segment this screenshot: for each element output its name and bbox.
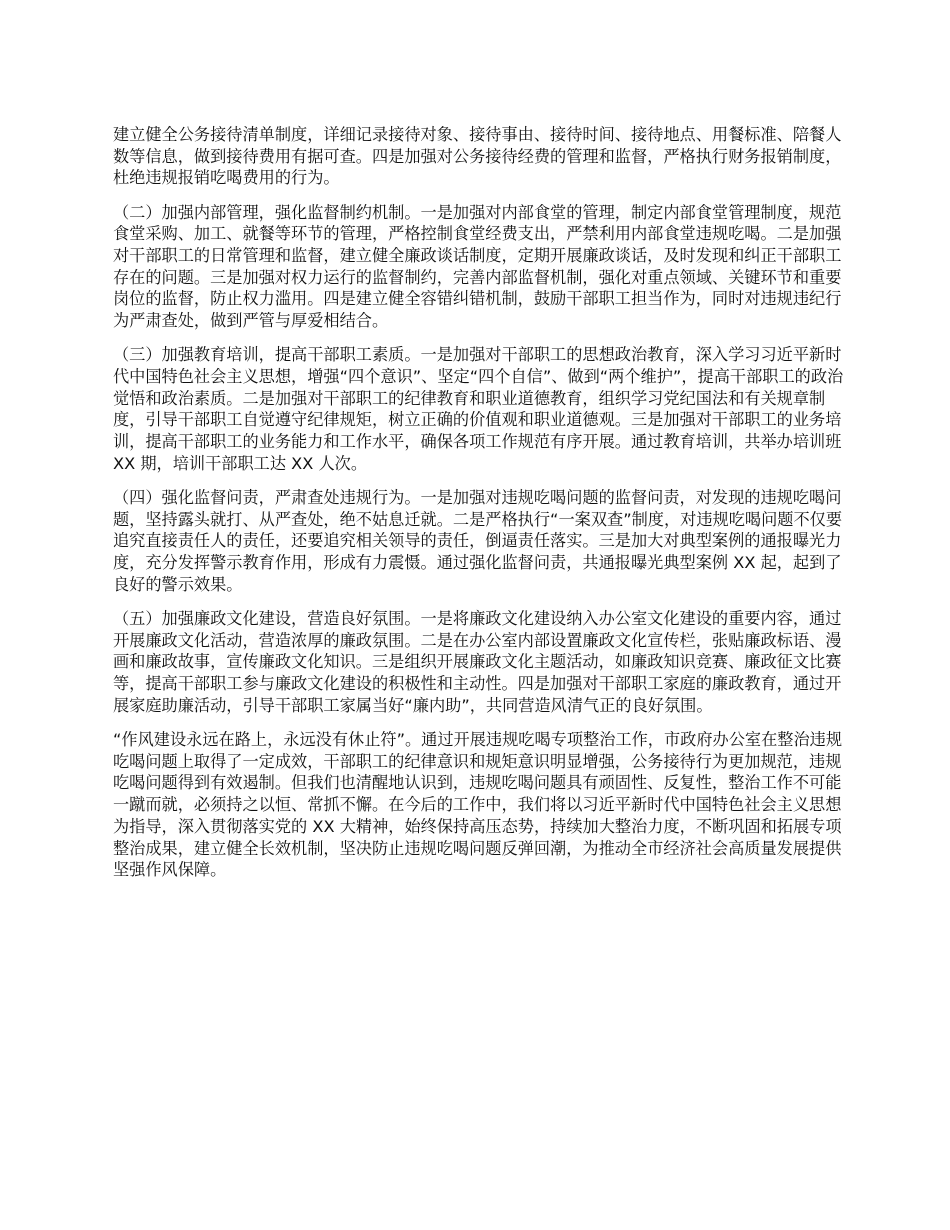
paragraph-integrity-culture: （五）加强廉政文化建设，营造良好氛围。一是将廉政文化建设纳入办公室文化建设的重要内容，通过开展廉政文化活动，营造浓厚的廉政氛围。二是在办公室内部设置廉政文化宣传栏，张贴廉政标语、漫画和廉政故事，宣传廉政文化知识。三是组织开展廉政文化主题活动，如廉政知识竞赛、廉政征文比赛等，提高干部职工参与廉政文化建设的积极性和主动性。四是加强对干部职工家庭的廉政教育，通过开展家庭助廉活动，引导干部职工家属当好“廉内助”，共同营造风清气正的良好氛围。 <box>113 609 842 715</box>
paragraph-education-training: （三）加强教育培训，提高干部职工素质。一是加强对干部职工的思想政治教育，深入学习习近平新时代中国特色社会主义思想，增强“四个意识”、坚定“四个自信”、做到“两个维护”，提高干部职工的政治觉悟和政治素质。二是加强对干部职工的纪律教育和职业道德教育，组织学习党纪国法和有关规章制度，引导干部职工自觉遵守纪律规矩，树立正确的价值观和职业道德观。三是加强对干部职工的业务培训，提高干部职工的业务能力和工作水平，确保各项工作规范有序开展。通过教育培训，共举办培训班 XX 期，培训干部职工达 XX 人次。 <box>113 345 844 473</box>
paragraph-internal-management: （二）加强内部管理，强化监督制约机制。一是加强对内部食堂的管理，制定内部食堂管理制度，规范食堂采购、加工、就餐等环节的管理，严格控制食堂经费支出，严禁利用内部食堂违规吃喝。二是加强对干部职工的日常管理和监督，建立健全廉政谈话制度，定期开展廉政谈话，及时发现和纠正干部职工存在的问题。三是加强对权力运行的监督制约，完善内部监督机制，强化对重点领域、关键环节和重要岗位的监督，防止权力滥用。四是建立健全容错纠错机制，鼓励干部职工担当作为，同时对违规违纪行为严肃查处，做到严管与厚爱相结合。 <box>113 202 842 331</box>
paragraph-supervision-accountability: （四）强化监督问责，严肃查处违规行为。一是加强对违规吃喝问题的监督问责，对发现的违规吃喝问题，坚持露头就打、从严查处，绝不姑息迁就。二是严格执行“一案双查”制度，对违规吃喝问题不仅要追究直接责任人的责任，还要追究相关领导的责任，倒逼责任落实。三是加大对典型案例的通报曝光力度，充分发挥警示教育作用，形成有力震慑。通过强化监督问责，共通报曝光典型案例 XX 起，起到了良好的警示效果。 <box>113 488 843 594</box>
document-page <box>113 124 855 894</box>
paragraph-reception-list: 建立健全公务接待清单制度，详细记录接待对象、接待事由、接待时间、接待地点、用餐标准、陪餐人数等信息，做到接待费用有据可查。四是加强对公务接待经费的管理和监督，严格执行财务报销制度，杜绝违规报销吃喝费用的行为。 <box>113 125 842 188</box>
paragraph-conclusion: “作风建设永远在路上，永远没有休止符”。通过开展违规吃喝专项整治工作，市政府办公室在整治违规吃喝问题上取得了一定成效，干部职工的纪律意识和规矩意识明显增强，公务接待行为更加规范，违规吃喝问题得到有效遏制。但我们也清醒地认识到，违规吃喝问题具有顽固性、反复性，整治工作不可能一蹴而就，必须持之以恒、常抓不懈。在今后的工作中，我们将以习近平新时代中国特色社会主义思想为指导，深入贯彻落实党的 XX 大精神，始终保持高压态势，持续加大整治力度，不断巩固和拓展专项整治成果，建立健全长效机制，坚决防止违规吃喝问题反弹回潮，为推动全市经济社会高质量发展提供坚强作风保障。 <box>113 730 843 880</box>
